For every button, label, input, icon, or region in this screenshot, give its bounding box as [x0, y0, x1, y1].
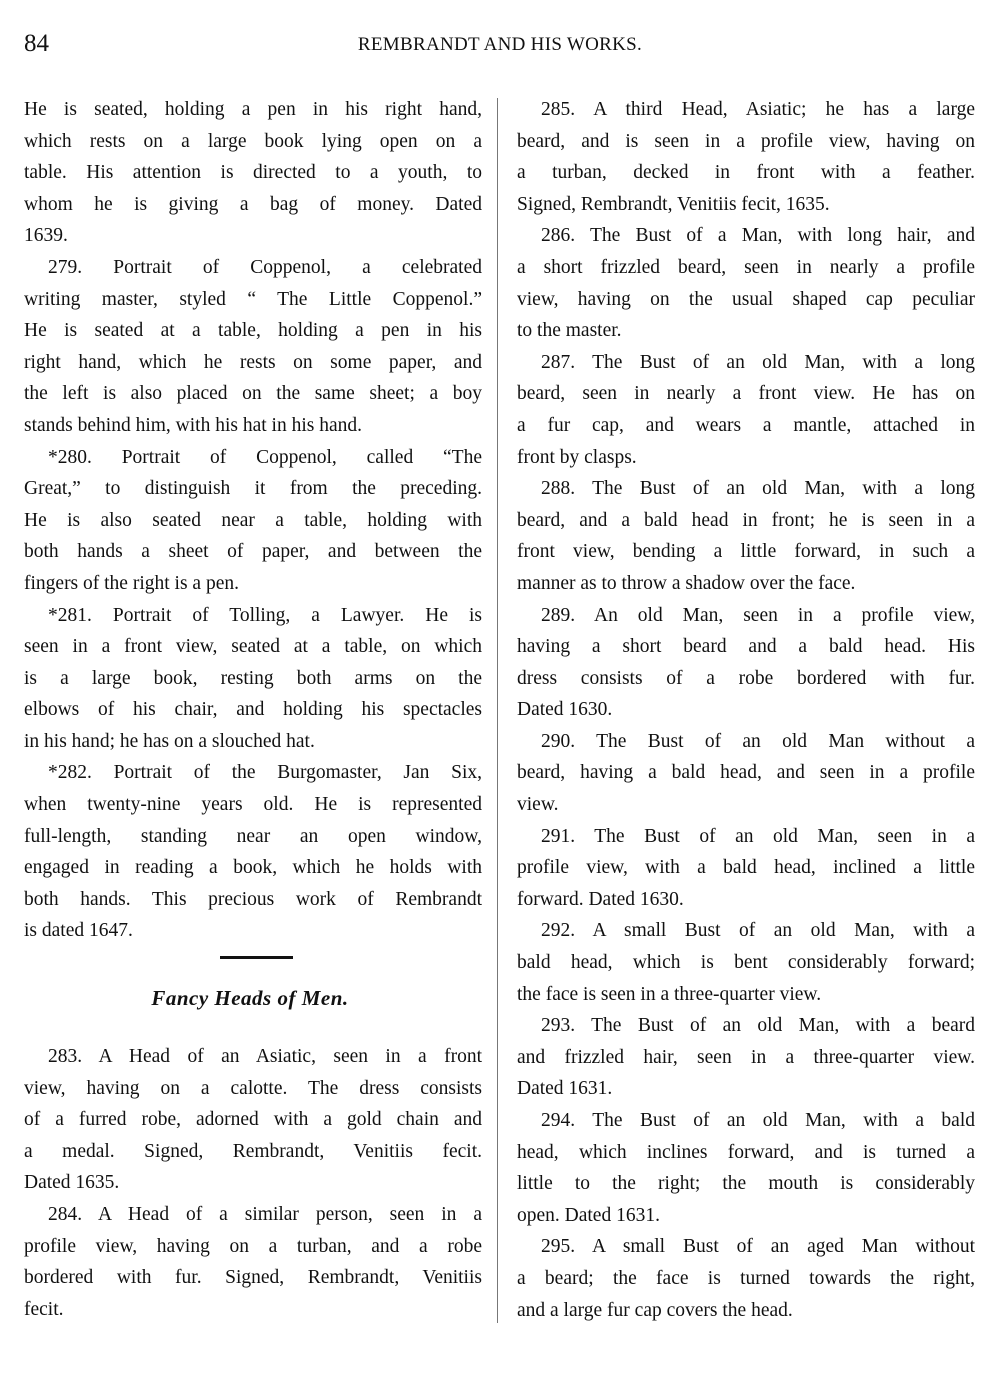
paragraph [24, 442, 482, 600]
text-line: a beard; the face is turned towards the right, [517, 1267, 975, 1289]
text-line: view. [517, 794, 559, 816]
text-line: Signed, Rembrandt, Venitiis fecit, 1635. [517, 193, 830, 215]
text-line: 287. The Bust of an old Man, with a long [541, 351, 975, 373]
section-rule [220, 956, 293, 959]
text-line: front by clasps. [517, 446, 637, 468]
text-line: a medal. Signed, Rembrandt, Venitiis fecit. [24, 1140, 482, 1162]
text-line: seen in a front view, seated at a table, on which [24, 636, 482, 658]
text-line: beard, and is seen in a profile view, having on [517, 130, 975, 152]
text-line: *281. Portrait of Tolling, a Lawyer. He is [48, 604, 482, 626]
text-line: view, having on the usual shaped cap peculiar [517, 288, 975, 310]
text-line: the face is seen in a three-quarter view. [517, 983, 822, 1005]
paragraph [517, 94, 975, 220]
text-line: a turban, decked in front with a feather. [517, 162, 975, 184]
paragraph [517, 821, 975, 916]
text-line: which rests on a large book lying open on a [24, 130, 482, 152]
text-line: Great,” to distinguish it from the preceding. [24, 478, 482, 500]
paragraph [517, 1231, 975, 1326]
text-line: front view, bending a little forward, in such a [517, 541, 975, 563]
text-line: dress consists of a robe bordered with fur. [517, 667, 975, 689]
paragraph [24, 1041, 482, 1199]
text-line: the left is also placed on the same sheet; a boy [24, 383, 482, 405]
left-column-bottom [24, 1041, 482, 1325]
text-line: 279. Portrait of Coppenol, a celebrated [48, 256, 482, 278]
paragraph [517, 726, 975, 821]
text-line: writing master, styled “ The Little Coppenol.” [24, 288, 482, 310]
text-line: 284. A Head of a similar person, seen in a [48, 1203, 482, 1225]
text-line: full-length, standing near an open window, [24, 825, 482, 847]
text-line: right hand, which he rests on some paper, and [24, 351, 482, 373]
left-column-top [24, 94, 482, 947]
text-line: profile view, with a bald head, inclined a little [517, 857, 975, 879]
text-line: bald head, which is bent considerably forward; [517, 952, 975, 974]
text-line: stands behind him, with his hat in his hand. [24, 414, 362, 436]
text-line: fingers of the right is a pen. [24, 572, 239, 594]
paragraph [517, 347, 975, 473]
paragraph [517, 473, 975, 599]
paragraph [24, 252, 482, 442]
paragraph [517, 1010, 975, 1105]
text-line: beard, having a bald head, and seen in a profile [517, 762, 975, 784]
text-line: 290. The Bust of an old Man without a [541, 730, 975, 752]
text-line: both hands a sheet of paper, and between the [24, 541, 482, 563]
text-line: view, having on a calotte. The dress consists [24, 1077, 482, 1099]
text-line: whom he is giving a bag of money. Dated [24, 193, 482, 215]
text-line: both hands. This precious work of Rembrandt [24, 888, 482, 910]
right-column [517, 94, 975, 1326]
text-line: 283. A Head of an Asiatic, seen in a front [48, 1046, 482, 1067]
paragraph [517, 1105, 975, 1231]
running-title: REMBRANDT AND HIS WORKS. [357, 34, 643, 55]
text-line: 289. An old Man, seen in a profile view, [541, 604, 975, 626]
text-line: 292. A small Bust of an old Man, with a [541, 920, 975, 942]
text-line: manner as to throw a shadow over the face. [517, 572, 856, 594]
text-line: profile view, having on a turban, and a robe [24, 1235, 482, 1257]
text-line: 285. A third Head, Asiatic; he has a large [541, 99, 975, 120]
paragraph [24, 94, 482, 252]
text-line: little to the right; the mouth is considerably [517, 1173, 975, 1195]
text-line: and frizzled hair, seen in a three-quarter view. [517, 1046, 975, 1068]
text-line: beard, seen in nearly a front view. He has on [517, 383, 975, 405]
text-line: is a large book, resting both arms on the [24, 667, 482, 689]
paragraph [24, 600, 482, 758]
text-line: *282. Portrait of the Burgomaster, Jan Six, [48, 762, 482, 784]
text-line: head, which inclines forward, and is turned a [517, 1141, 975, 1163]
text-line: He is seated, holding a pen in his right hand, [24, 99, 482, 120]
text-line: 286. The Bust of a Man, with long hair, and [541, 225, 975, 247]
text-line: when twenty-nine years old. He is represented [24, 794, 482, 816]
paragraph [517, 600, 975, 726]
text-line: bordered with fur. Signed, Rembrandt, Venitiis [24, 1267, 482, 1289]
paragraph [24, 1199, 482, 1325]
paragraph [517, 220, 975, 346]
text-line: and a large fur cap covers the head. [517, 1299, 793, 1321]
text-line: 293. The Bust of an old Man, with a beard [541, 1015, 975, 1037]
text-line: He is also seated near a table, holding with [24, 509, 482, 531]
text-line: 288. The Bust of an old Man, with a long [541, 478, 975, 500]
text-line: He is seated at a table, holding a pen in his [24, 320, 482, 342]
paragraph [517, 915, 975, 1010]
text-line: 295. A small Bust of an aged Man without [541, 1236, 975, 1258]
text-line: fecit. [24, 1298, 64, 1320]
column-divider [497, 98, 498, 1323]
text-line: Dated 1635. [24, 1172, 120, 1194]
text-line: elbows of his chair, and holding his spectacles [24, 699, 482, 721]
text-line: engaged in reading a book, which he holds with [24, 857, 482, 879]
text-line: *280. Portrait of Coppenol, called “The [48, 446, 482, 468]
text-line: to the master. [517, 320, 622, 342]
section-heading: Fancy Heads of Men. [151, 986, 349, 1010]
text-line: is dated 1647. [24, 920, 133, 942]
text-line: forward. Dated 1630. [517, 888, 684, 910]
text-line: beard, and a bald head in front; he is seen in a [517, 509, 975, 531]
page-number: 84 [24, 30, 49, 57]
text-line: having a short beard and a bald head. His [517, 636, 975, 658]
text-line: 291. The Bust of an old Man, seen in a [541, 825, 975, 847]
text-line: 294. The Bust of an old Man, with a bald [541, 1110, 975, 1131]
paragraph [24, 757, 482, 947]
text-line: a fur cap, and wears a mantle, attached in [517, 414, 975, 436]
text-line: open. Dated 1631. [517, 1204, 660, 1226]
text-line: table. His attention is directed to a youth, to [24, 162, 482, 184]
text-line: Dated 1631. [517, 1078, 613, 1100]
text-line: Dated 1630. [517, 699, 613, 721]
text-line: in his hand; he has on a slouched hat. [24, 730, 315, 752]
text-line: of a furred robe, adorned with a gold chain and [24, 1109, 482, 1131]
text-line: 1639. [24, 225, 68, 247]
text-line: a short frizzled beard, seen in nearly a profile [517, 256, 975, 278]
